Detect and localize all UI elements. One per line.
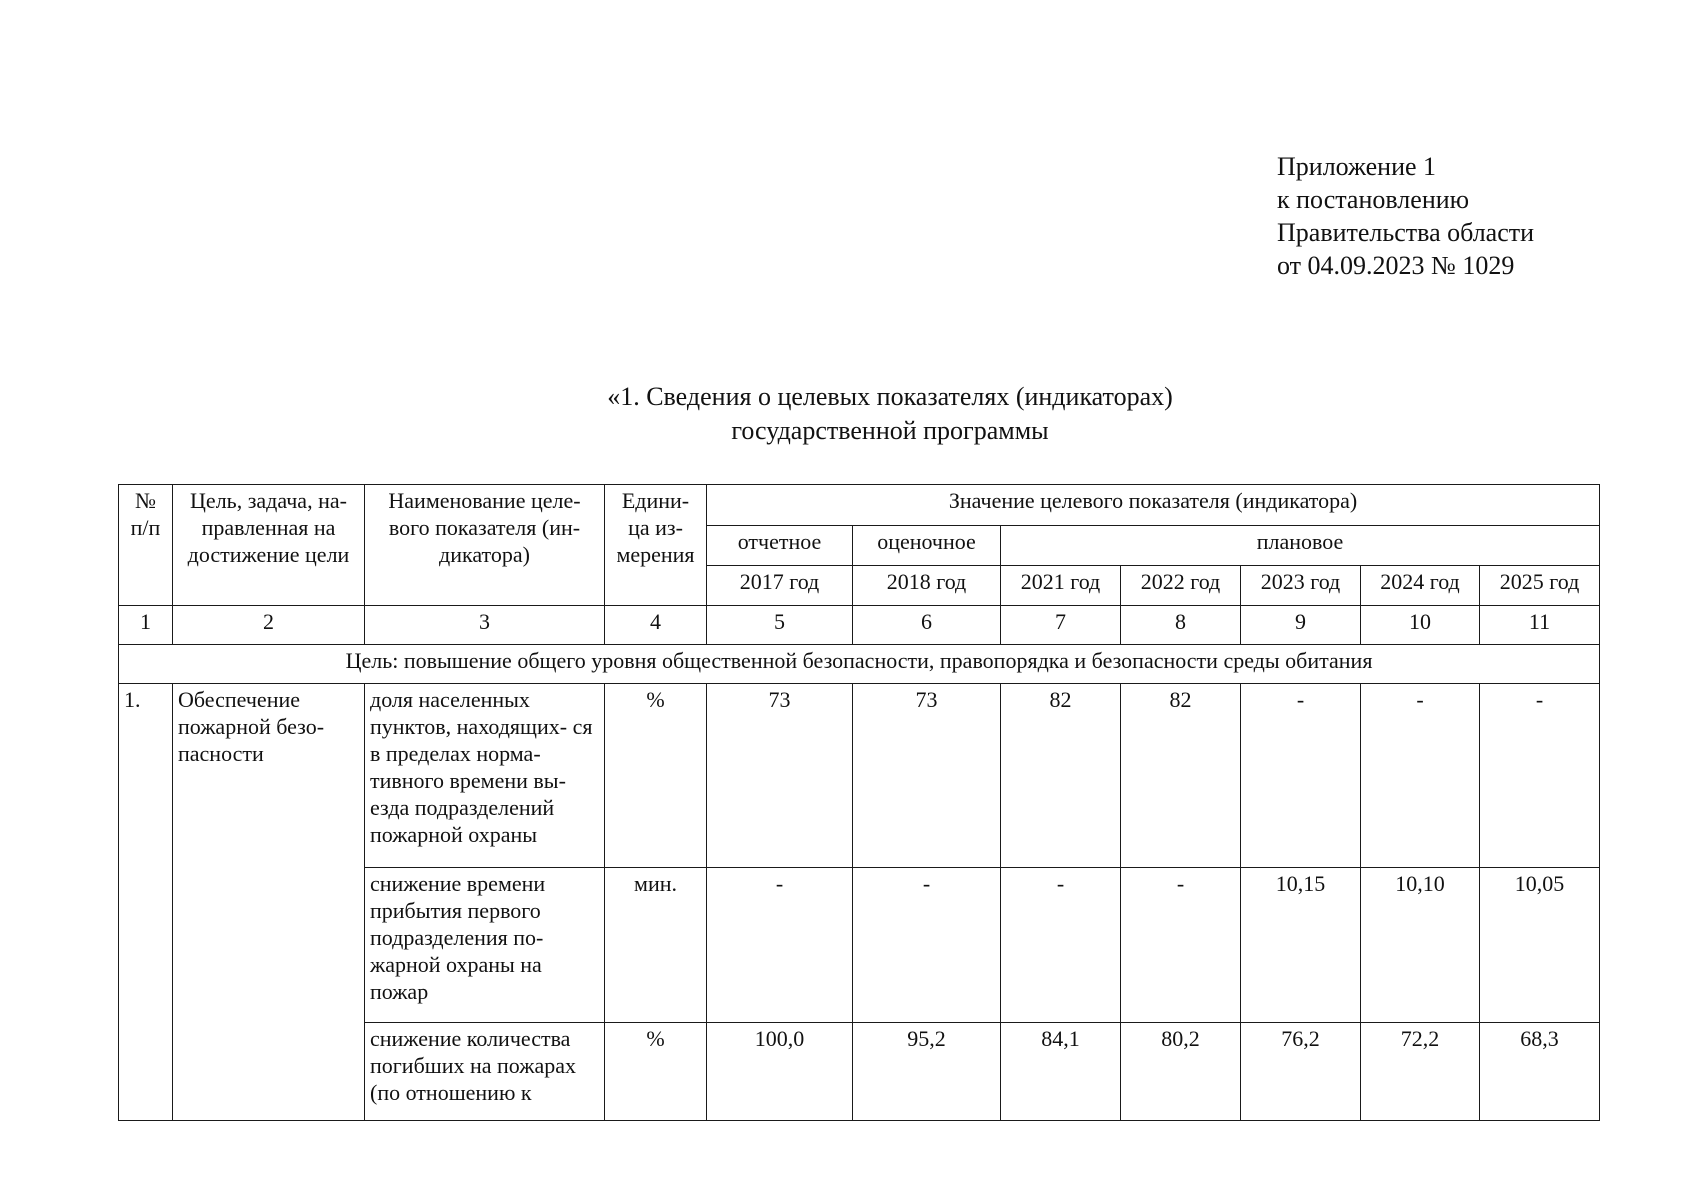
indicator-name: снижение количества погибших на пожарах (по отношению к [365, 1023, 605, 1121]
header-year: 2024 год [1361, 566, 1480, 606]
column-number: 10 [1361, 606, 1480, 645]
indicator-value: 80,2 [1121, 1023, 1241, 1121]
indicator-value: 73 [853, 684, 1001, 868]
header-unit: Едини- ца из- мерения [605, 485, 707, 606]
indicator-value: - [1001, 868, 1121, 1023]
goal-text: Цель: повышение общего уровня общественной безопасности, правопорядка и безопасности среды обитания [119, 645, 1600, 684]
table-row [119, 684, 1600, 868]
title-line-2: государственной программы [731, 416, 1049, 445]
goal-row [119, 645, 1600, 684]
indicator-value: 72,2 [1361, 1023, 1480, 1121]
indicator-value: 10,10 [1361, 868, 1480, 1023]
indicator-value: - [1480, 684, 1600, 868]
header-num: № п/п [119, 485, 173, 606]
indicator-unit: % [605, 684, 707, 868]
appendix-line-3: Правительства области [1277, 218, 1535, 247]
appendix-line-4: от 04.09.2023 № 1029 [1277, 251, 1515, 280]
indicator-value: 10,15 [1241, 868, 1361, 1023]
column-number: 4 [605, 606, 707, 645]
column-number: 8 [1121, 606, 1241, 645]
indicators-table [118, 484, 1600, 1121]
indicator-value: - [1121, 868, 1241, 1023]
header-year: 2017 год [707, 566, 853, 606]
indicator-value: 100,0 [707, 1023, 853, 1121]
header-year: 2021 год [1001, 566, 1121, 606]
header-indicator-name: Наименование целе- вого показателя (ин- дикатора) [365, 485, 605, 606]
indicator-value: - [1241, 684, 1361, 868]
appendix-block [1277, 150, 1534, 282]
column-number: 2 [173, 606, 365, 645]
header-value-group: Значение целевого показателя (индикатора) [707, 485, 1600, 526]
appendix-line-2: к постановлению [1277, 185, 1470, 214]
header-goal: Цель, задача, на- правленная на достижение цели [173, 485, 365, 606]
indicator-name: снижение времени прибытия первого подразделения по- жарной охраны на пожар [365, 868, 605, 1023]
header-year: 2022 год [1121, 566, 1241, 606]
indicator-value: 68,3 [1480, 1023, 1600, 1121]
indicator-value: 82 [1001, 684, 1121, 868]
column-number: 6 [853, 606, 1001, 645]
indicator-value: - [1361, 684, 1480, 868]
column-number: 7 [1001, 606, 1121, 645]
section-task: Обеспечение пожарной безо- пасности [173, 684, 365, 1121]
header-year: 2025 год [1480, 566, 1600, 606]
indicator-value: - [707, 868, 853, 1023]
column-number: 11 [1480, 606, 1600, 645]
column-number-row [119, 606, 1600, 645]
column-number: 5 [707, 606, 853, 645]
header-planned: плановое [1001, 526, 1600, 566]
indicator-value: 76,2 [1241, 1023, 1361, 1121]
header-row-1 [119, 485, 1600, 526]
document-title [0, 380, 1697, 448]
indicator-value: 84,1 [1001, 1023, 1121, 1121]
title-line-1: «1. Сведения о целевых показателях (индикаторах) [607, 382, 1173, 411]
column-number: 1 [119, 606, 173, 645]
indicator-value: 95,2 [853, 1023, 1001, 1121]
indicator-value: 10,05 [1480, 868, 1600, 1023]
column-number: 3 [365, 606, 605, 645]
indicator-name: доля населенных пунктов, находящих- ся в пределах норма- тивного времени вы- езда подразделений пожарной охраны [365, 684, 605, 868]
header-reported: отчетное [707, 526, 853, 566]
indicator-value: - [853, 868, 1001, 1023]
section-number: 1. [119, 684, 173, 1121]
column-number: 9 [1241, 606, 1361, 645]
indicator-value: 73 [707, 684, 853, 868]
appendix-line-1: Приложение 1 [1277, 152, 1437, 181]
header-year: 2018 год [853, 566, 1001, 606]
indicator-value: 82 [1121, 684, 1241, 868]
header-year: 2023 год [1241, 566, 1361, 606]
indicator-unit: мин. [605, 868, 707, 1023]
header-estimated: оценочное [853, 526, 1001, 566]
indicator-unit: % [605, 1023, 707, 1121]
